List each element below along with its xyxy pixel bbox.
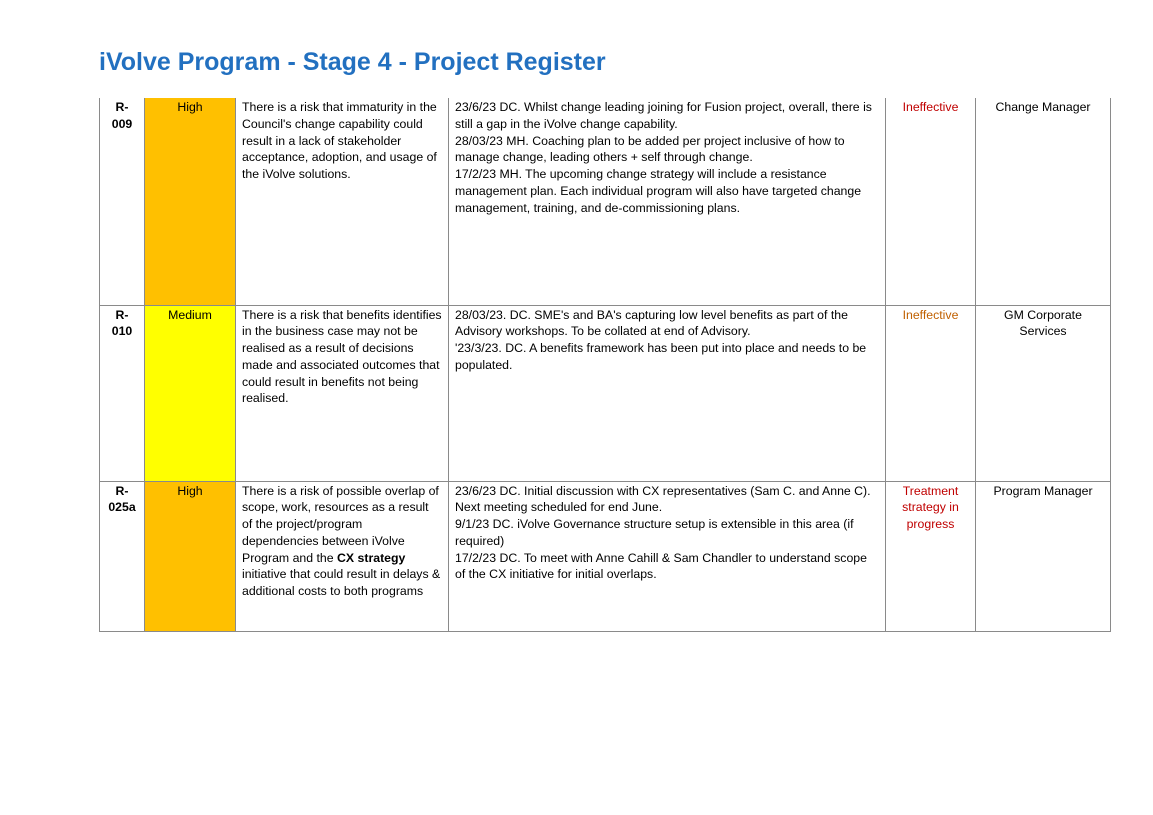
table-row: [100, 481, 1111, 631]
update-entry: 28/03/23. DC. SME's and BA's capturing low level benefits as part of the Advisory workshops. To be collated at end of Advisory.: [455, 307, 848, 339]
risk-updates: [449, 481, 886, 631]
risk-id: R- 010: [100, 305, 145, 481]
update-entry: 28/03/23 MH. Coaching plan to be added per project inclusive of how to manage change, leading others + self through change.: [455, 133, 845, 165]
cx-strategy-emphasis: CX strategy: [337, 550, 406, 565]
risk-owner: Change Manager: [976, 98, 1111, 305]
control-status: Ineffective: [886, 98, 976, 305]
table-row: [100, 305, 1111, 481]
risk-description: There is a risk that immaturity in the Council's change capability could result in a lack of stakeholder acceptance, adoption, and usage of the iVolve solutions.: [236, 98, 449, 305]
risk-description: There is a risk of possible overlap of scope, work, resources as a result of the project/program dependencies between iVolve Program and the CX strategy initiative that could result in delays & additional costs to both programs: [236, 481, 449, 631]
risk-updates: [449, 305, 886, 481]
risk-id: R- 009: [100, 98, 145, 305]
update-entry: 23/6/23 DC. Whilst change leading joining for Fusion project, overall, there is still a gap in the iVolve change capability.: [455, 100, 872, 131]
risk-rating: High: [145, 98, 236, 305]
update-entry: '23/3/23. DC. A benefits framework has been put into place and needs to be populated.: [455, 341, 867, 372]
table-row: [100, 98, 1111, 305]
update-entry: 9/1/23 DC. iVolve Governance structure setup is extensible in this area (if required): [455, 517, 854, 548]
risk-register-table: [99, 98, 1111, 632]
control-status: Ineffective: [886, 305, 976, 481]
control-status: Treatment strategy in progress: [886, 481, 976, 631]
update-entry: 23/6/23 DC. Initial discussion with CX representatives (Sam C. and Anne C). Next meeting scheduled for end June.: [455, 483, 871, 515]
risk-rating: High: [145, 481, 236, 631]
risk-owner: Program Manager: [976, 481, 1111, 631]
risk-id: R- 025a: [100, 481, 145, 631]
risk-description: There is a risk that benefits identifies in the business case may not be realised as a result of decisions made and associated outcomes that could result in benefits not being realised.: [236, 305, 449, 481]
risk-updates: [449, 98, 886, 305]
risk-owner: GM Corporate Services: [976, 305, 1111, 481]
update-entry: 17/2/23 MH. The upcoming change strategy will include a resistance management plan. Each individual program will also have targeted change management, training, and de-commissioning plans.: [455, 167, 862, 215]
risk-rating: Medium: [145, 305, 236, 481]
page-title: iVolve Program - Stage 4 - Project Register: [99, 48, 606, 76]
update-entry: 17/2/23 DC. To meet with Anne Cahill & Sam Chandler to understand scope of the CX initiative for initial overlaps.: [455, 550, 867, 582]
